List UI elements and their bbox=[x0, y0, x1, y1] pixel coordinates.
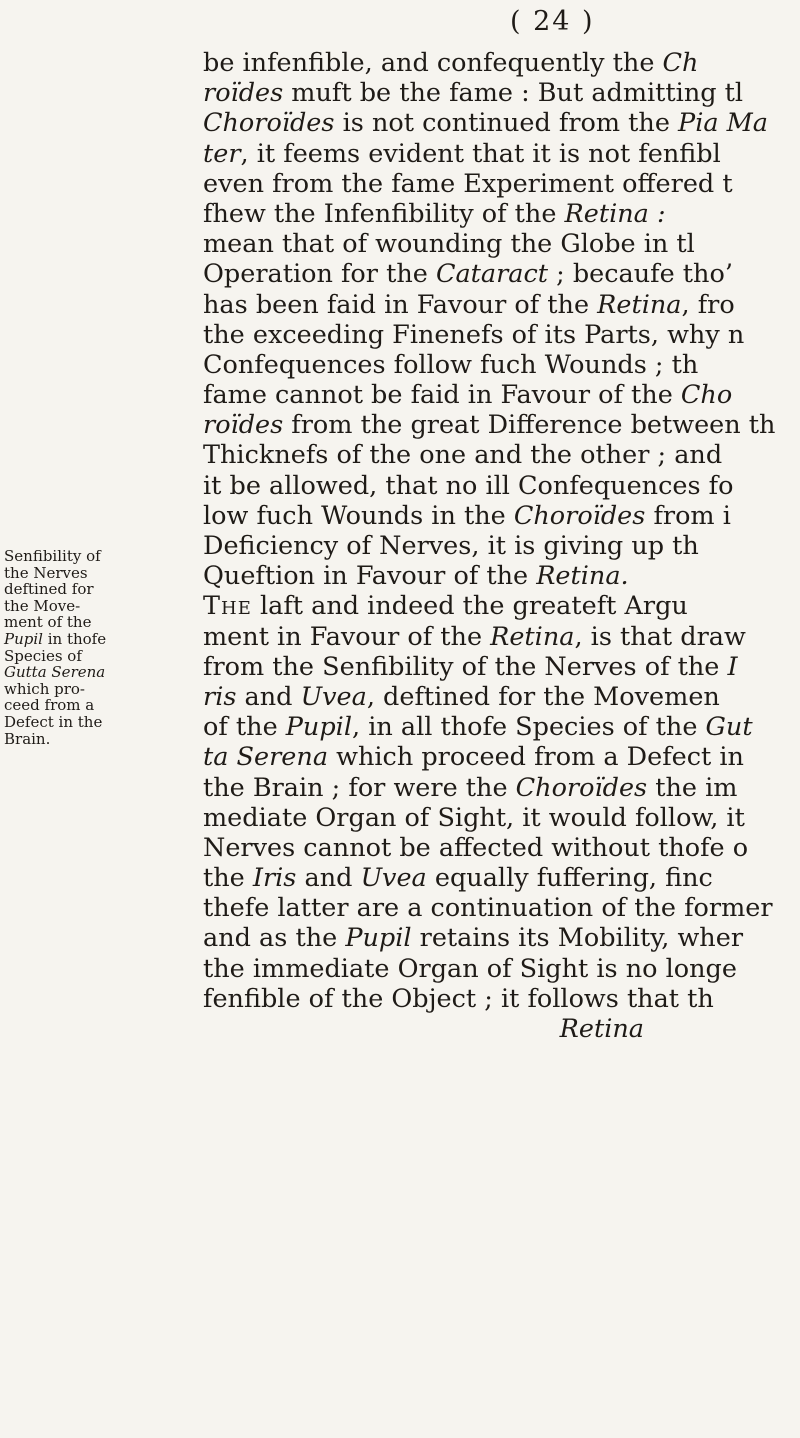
text-run: Gut bbox=[705, 712, 753, 743]
text-run: in thofe bbox=[42, 629, 107, 648]
text-line bbox=[203, 954, 800, 984]
text-run: it be allowed, that no ill Confequences fo bbox=[203, 470, 734, 501]
text-run: Cho bbox=[680, 380, 733, 411]
text-run: Confequences follow fuch Wounds ; th bbox=[203, 349, 699, 380]
text-run: Choroïdes bbox=[515, 772, 648, 803]
text-run: low fuch Wounds in the bbox=[203, 500, 514, 531]
text-run: and as the bbox=[203, 923, 346, 954]
text-run: be infenfible, and confequently the bbox=[203, 48, 663, 78]
text-run: Iris bbox=[252, 863, 297, 894]
text-run: from the Senfibility of the Nerves of the bbox=[203, 651, 728, 682]
text-line bbox=[203, 984, 800, 1014]
text-run: Retina. bbox=[536, 561, 629, 592]
text-run: ment in Favour of the bbox=[203, 621, 491, 652]
text-run: , in all thofe Species of the bbox=[351, 712, 706, 743]
text-run: fhew the Infenfibility of the bbox=[203, 198, 565, 229]
margin-note-line bbox=[4, 664, 194, 681]
text-run: the exceeding Finenefs of its Parts, why n bbox=[203, 319, 745, 350]
text-run: from the great Difference between th bbox=[283, 410, 776, 441]
text-run: of the bbox=[203, 712, 286, 743]
text-run: Brain. bbox=[4, 729, 51, 748]
text-line bbox=[203, 531, 800, 561]
text-line bbox=[203, 773, 800, 803]
text-run: Choroïdes bbox=[203, 108, 335, 139]
text-run: and bbox=[236, 681, 301, 712]
text-run: even from the fame Experiment offered t bbox=[203, 168, 733, 199]
text-line bbox=[203, 169, 800, 199]
text-run: the Move- bbox=[4, 596, 81, 615]
text-run: mean that of wounding the Globe in tl bbox=[203, 229, 695, 260]
text-run: roïdes bbox=[203, 410, 284, 441]
margin-note-line bbox=[4, 581, 194, 598]
text-run: Retina : bbox=[564, 198, 666, 229]
text-run: Retina bbox=[597, 289, 682, 320]
text-run: roïdes bbox=[203, 78, 284, 109]
text-line bbox=[203, 652, 800, 682]
text-line bbox=[203, 380, 800, 410]
text-run: ceed from a bbox=[4, 696, 95, 715]
text-line bbox=[203, 259, 800, 289]
text-run: , fro bbox=[681, 289, 735, 320]
text-line bbox=[203, 1014, 800, 1044]
text-line bbox=[203, 561, 800, 591]
text-run: ris bbox=[203, 681, 237, 712]
text-line bbox=[203, 863, 800, 893]
text-run: which proceed from a Defect in bbox=[328, 742, 744, 773]
text-line bbox=[203, 139, 800, 169]
text-run: ta Serena bbox=[203, 742, 329, 773]
text-run: ; becaufe tho’ bbox=[548, 259, 733, 290]
text-line bbox=[203, 923, 800, 953]
text-run: , deftined for the Movemen bbox=[366, 681, 720, 712]
margin-note-line bbox=[4, 614, 194, 631]
text-run: Defect in the bbox=[4, 712, 103, 731]
text-line bbox=[203, 833, 800, 863]
text-run: the im bbox=[647, 772, 738, 803]
text-line bbox=[203, 108, 800, 138]
text-run: laft and indeed the greateft Argu bbox=[251, 591, 688, 622]
text-run: ment of the bbox=[4, 613, 92, 632]
text-line bbox=[203, 803, 800, 833]
text-run: , is that draw bbox=[574, 621, 746, 652]
text-run: I bbox=[727, 651, 738, 682]
text-run: the bbox=[203, 863, 253, 894]
text-run: muft be the fame : But admitting tl bbox=[283, 78, 744, 109]
margin-note-line bbox=[4, 681, 194, 698]
text-run: Deficiency of Nerves, it is giving up th bbox=[203, 531, 699, 561]
text-run: Pia Ma bbox=[678, 108, 768, 139]
text-run: deftined for bbox=[4, 580, 94, 599]
margin-note-line bbox=[4, 598, 194, 615]
text-line bbox=[203, 290, 800, 320]
text-line bbox=[203, 78, 800, 108]
margin-note-line bbox=[4, 631, 194, 648]
text-run: Pupil bbox=[285, 712, 352, 743]
text-line bbox=[203, 893, 800, 923]
text-line bbox=[203, 742, 800, 772]
text-run: ter bbox=[203, 138, 241, 169]
text-line bbox=[203, 622, 800, 652]
text-run: Pupil bbox=[4, 629, 43, 648]
text-line bbox=[203, 199, 800, 229]
text-line bbox=[203, 712, 800, 742]
text-run: The bbox=[203, 591, 252, 622]
text-line bbox=[203, 410, 800, 440]
text-run: the Brain ; for were the bbox=[203, 772, 516, 803]
margin-note-line bbox=[4, 648, 194, 665]
text-line bbox=[203, 591, 800, 621]
text-run: Pupil bbox=[345, 923, 412, 954]
text-run bbox=[203, 1014, 560, 1044]
text-line bbox=[203, 229, 800, 259]
text-line bbox=[203, 471, 800, 501]
text-run: Species of bbox=[4, 646, 82, 665]
text-run: Uvea bbox=[360, 863, 427, 894]
text-run: from i bbox=[645, 500, 731, 531]
text-run: , it feems evident that it is not fenfibl bbox=[240, 138, 721, 169]
text-run: Retina bbox=[490, 621, 575, 652]
text-run: fenfible of the Object ; it follows that th bbox=[203, 983, 714, 1014]
text-run: the Nerves bbox=[4, 563, 88, 582]
text-line bbox=[203, 320, 800, 350]
text-line bbox=[203, 350, 800, 380]
margin-note-line bbox=[4, 697, 194, 714]
text-run: mediate Organ of Sight, it would follow, it bbox=[203, 802, 745, 833]
margin-note-line bbox=[4, 714, 194, 731]
text-run: thefe latter are a continuation of the former bbox=[203, 893, 773, 924]
text-run: Nerves cannot be affected without thofe o bbox=[203, 832, 749, 863]
text-run: retains its Mobility, wher bbox=[411, 923, 744, 954]
text-run: the immediate Organ of Sight is no longe bbox=[203, 953, 737, 984]
text-run: Thicknefs of the one and the other ; and bbox=[203, 440, 723, 471]
text-run: and bbox=[296, 863, 361, 894]
text-run: fame cannot be faid in Favour of the bbox=[203, 380, 681, 411]
text-run: equally fuffering, finc bbox=[426, 863, 713, 894]
text-run: Uvea bbox=[300, 681, 367, 712]
text-line bbox=[203, 440, 800, 470]
margin-note-line bbox=[4, 565, 194, 582]
margin-note-line bbox=[4, 731, 194, 748]
text-run: Choroïdes bbox=[513, 500, 646, 531]
text-line bbox=[203, 682, 800, 712]
text-line bbox=[203, 501, 800, 531]
page-number: ( 24 ) bbox=[510, 6, 595, 37]
text-run: Senfibility of bbox=[4, 547, 101, 565]
text-run: Retina bbox=[559, 1014, 644, 1044]
text-run: which pro- bbox=[4, 679, 85, 698]
margin-note bbox=[4, 548, 194, 747]
text-run: is not continued from the bbox=[334, 108, 679, 139]
text-run: Operation for the bbox=[203, 259, 436, 290]
text-run: Cataract bbox=[435, 259, 549, 290]
text-run: Gutta Serena bbox=[4, 663, 106, 682]
margin-note-line bbox=[4, 548, 194, 565]
text-run: has been faid in Favour of the bbox=[203, 289, 598, 320]
text-run: Queftion in Favour of the bbox=[203, 561, 537, 592]
text-run: Ch bbox=[662, 48, 699, 78]
body-text bbox=[203, 48, 800, 1044]
text-line bbox=[203, 48, 800, 78]
